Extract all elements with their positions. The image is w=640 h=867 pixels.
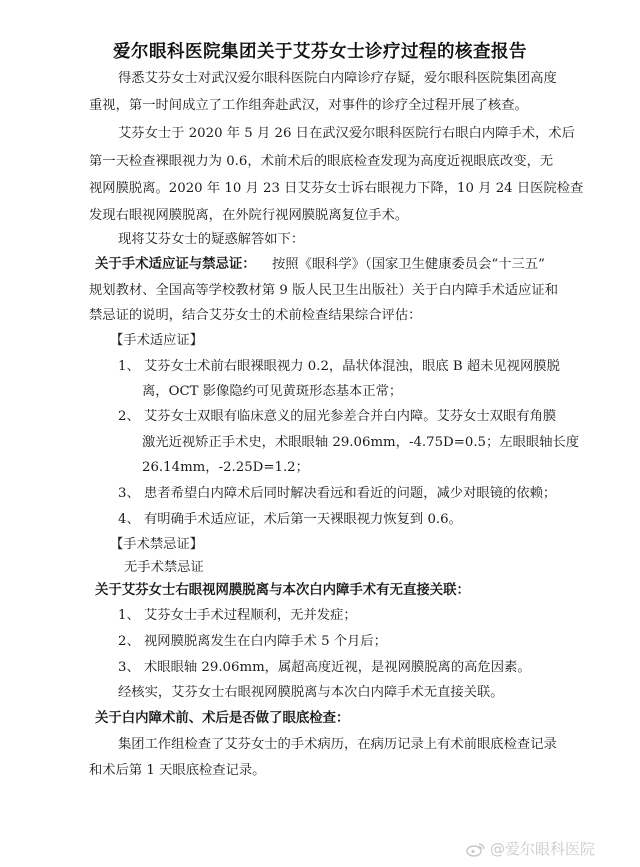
detachment-item-1: 1、 艾芬女士手术过程顺利，无并发症； <box>118 608 357 623</box>
paragraph-intro-line-2: 重视，第一时间成立了工作组奔赴武汉，对事件的诊疗全过程开展了核查。 <box>89 98 528 113</box>
indication-item-1-line-1: 1、 艾芬女士术前右眼裸眼视力 0.2，晶状体混浊，眼底 B 超未见视网膜脱 <box>118 359 560 374</box>
subheading-indications: 【手术适应证】 <box>110 333 204 348</box>
fundus-exam-text-line-1: 集团工作组检查了艾芬女士的手术病历，在病历记录上有术前眼底检查记录 <box>118 737 557 752</box>
fundus-exam-text-line-2: 和术后第 1 天眼底检查记录。 <box>89 763 266 778</box>
indication-item-4: 4、 有明确手术适应证，术后第一天裸眼视力恢复到 0.6。 <box>118 512 462 527</box>
indication-item-2-line-2: 激光近视矫正手术史，术眼眼轴 29.06mm，-4.75D=0.5；左眼眼轴长度 <box>142 435 580 450</box>
weibo-logo-icon <box>466 841 486 857</box>
watermark-text: @爱尔眼科医院 <box>490 840 596 858</box>
indication-item-1-line-2: 离，OCT 影像隐约可见黄斑形态基本正常； <box>142 384 403 399</box>
indications-text-line-3: 禁忌证的说明，结合艾芬女士的术前检查结果综合评估： <box>89 308 422 323</box>
paragraph-history-line-1: 艾芬女士于 2020 年 5 月 26 日在武汉爱尔眼科医院行右眼白内障手术，术后 <box>118 126 575 141</box>
subheading-contraindications: 【手术禁忌证】 <box>110 537 204 552</box>
detachment-item-3: 3、 术眼眼轴 29.06mm，属超高度近视，是视网膜脱离的高危因素。 <box>118 660 531 675</box>
detachment-item-2: 2、 视网膜脱离发生在白内障手术 5 个月后； <box>118 634 387 649</box>
indications-text-line-2: 规划教材、全国高等学校教材第 9 版人民卫生出版社）关于白内障手术适应证和 <box>89 283 559 298</box>
indication-item-3: 3、 患者希望白内障术后同时解决看远和看近的问题，减少对眼镜的依赖； <box>118 486 557 501</box>
answers-intro: 现将艾芬女士的疑惑解答如下： <box>118 232 305 247</box>
section-heading-retinal-detachment: 关于艾芬女士右眼视网膜脱离与本次白内障手术有无直接关联： <box>95 583 470 598</box>
section-heading-fundus-exam: 关于白内障术前、术后是否做了眼底检查： <box>95 711 350 726</box>
indication-item-2-line-1: 2、 艾芬女士双眼有临床意义的屈光参差合并白内障。艾芬女士双眼有角膜 <box>118 409 557 424</box>
weibo-watermark <box>466 838 595 859</box>
indication-item-2-line-3: 26.14mm，-2.25D=1.2； <box>142 460 309 475</box>
section-heading-indications: 关于手术适应证与禁忌证： <box>95 257 256 272</box>
paragraph-history-line-3: 视网膜脱离。2020 年 10 月 23 日艾芬女士诉右眼视力下降，10 月 24 日医院检查 <box>89 181 584 196</box>
report-title: 爱尔眼科医院集团关于艾芬女士诊疗过程的核查报告 <box>113 42 527 62</box>
contraindications-text: 无手术禁忌证 <box>124 560 204 575</box>
paragraph-intro-line-1: 得悉艾芬女士对武汉爱尔眼科医院白内障诊疗存疑，爱尔眼科医院集团高度 <box>118 71 557 86</box>
detachment-conclusion: 经核实，艾芬女士右眼视网膜脱离与本次白内障手术无直接关联。 <box>118 685 504 700</box>
paragraph-history-line-2: 第一天检查裸眼视力为 0.6，术前术后的眼底检查发现为高度近视眼底改变，无 <box>89 154 554 169</box>
indications-text-line-1: 按照《眼科学》（国家卫生健康委员会“十三五” <box>272 257 545 272</box>
paragraph-history-line-4: 发现右眼视网膜脱离，在外院行视网膜脱离复位手术。 <box>89 208 409 223</box>
